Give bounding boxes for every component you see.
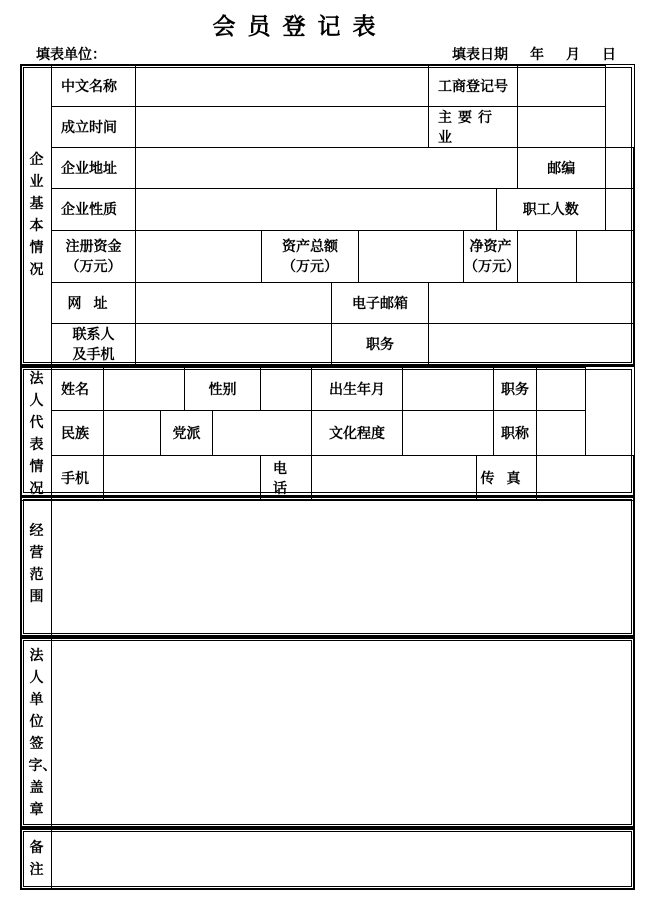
fill-date-row (452, 44, 616, 64)
rep-gender-label: 性别 (185, 368, 261, 411)
rep-phone-field[interactable] (312, 455, 477, 500)
rep-gender-field[interactable] (261, 368, 312, 411)
date-day: 日 (602, 47, 616, 63)
address-label: 企业地址 (52, 148, 136, 189)
business-scope-field[interactable] (52, 498, 634, 636)
signature-field[interactable] (52, 639, 634, 827)
industry-label: 主要行业 (429, 107, 518, 148)
assets-field[interactable] (359, 230, 464, 282)
company-info-side-label: 企业基本情况 (22, 66, 52, 365)
chinese-name-label: 中文名称 (52, 66, 136, 107)
rep-ethnicity-label: 民族 (52, 410, 104, 455)
remarks-side-label: 备注 (22, 830, 52, 889)
business-scope-section (20, 496, 635, 637)
remarks-section (20, 828, 635, 890)
rep-party-field[interactable] (213, 410, 312, 455)
company-info-section (20, 64, 635, 366)
nature-label: 企业性质 (52, 189, 136, 230)
blank-cell (577, 230, 634, 282)
rep-phone-label: 电话 (261, 455, 312, 500)
email-field[interactable] (429, 282, 634, 323)
signature-side-label: 法人单位签字、盖章 (22, 639, 52, 827)
rep-birth-field[interactable] (403, 368, 494, 411)
rep-position-field[interactable] (537, 368, 586, 411)
legal-rep-side-label: 法人代表情况 (22, 368, 52, 501)
date-year: 年 (530, 47, 544, 63)
nature-field[interactable] (136, 189, 497, 230)
rep-ethnicity-field[interactable] (104, 410, 161, 455)
reg-no-label: 工商登记号 (429, 66, 518, 107)
website-label: 网址 (52, 282, 136, 323)
rep-mobile-label: 手机 (52, 455, 104, 500)
form-title: 会员登记表 (212, 13, 388, 40)
fill-unit-label: 填表单位： (36, 47, 106, 63)
postcode-field[interactable] (605, 148, 633, 189)
employees-field[interactable] (605, 189, 633, 230)
fill-date-label: 填表日期 (452, 47, 508, 63)
founded-field[interactable] (136, 107, 429, 148)
email-label: 电子邮箱 (332, 282, 429, 323)
chinese-name-field[interactable] (136, 66, 429, 107)
rep-name-label: 姓名 (52, 368, 104, 411)
legal-rep-section (20, 366, 635, 496)
postcode-label: 邮编 (518, 148, 605, 189)
net-assets-label: 净资产 （万元） (464, 230, 518, 282)
signature-section (20, 637, 635, 828)
rep-title-label: 职称 (494, 410, 537, 455)
capital-label: 注册资金 （万元） (52, 230, 136, 282)
rep-party-label: 党派 (161, 410, 213, 455)
address-field[interactable] (136, 148, 518, 189)
contact-position-field[interactable] (429, 323, 634, 364)
rep-fax-label: 传真 (477, 455, 537, 500)
rep-birth-label: 出生年月 (312, 368, 403, 411)
employees-label: 职工人数 (497, 189, 606, 230)
assets-label: 资产总额 （万元） (262, 230, 359, 282)
founded-label: 成立时间 (52, 107, 136, 148)
website-field[interactable] (136, 282, 332, 323)
contact-field[interactable] (136, 323, 332, 364)
business-scope-side-label: 经营范围 (22, 498, 52, 636)
rep-title-field[interactable] (537, 410, 586, 455)
rep-mobile-field[interactable] (104, 455, 261, 500)
rep-education-label: 文化程度 (312, 410, 403, 455)
rep-education-field[interactable] (403, 410, 494, 455)
reg-no-field[interactable] (518, 66, 605, 107)
contact-label: 联系人 及手机 (52, 323, 136, 364)
net-assets-field[interactable] (518, 230, 577, 282)
industry-field[interactable] (518, 107, 605, 148)
date-month: 月 (566, 47, 580, 63)
capital-field[interactable] (136, 230, 262, 282)
rep-name-field[interactable] (104, 368, 185, 411)
contact-position-label: 职务 (332, 323, 429, 364)
remarks-field[interactable] (52, 830, 634, 889)
rep-position-label: 职务 (494, 368, 537, 411)
rep-fax-field[interactable] (537, 455, 634, 500)
